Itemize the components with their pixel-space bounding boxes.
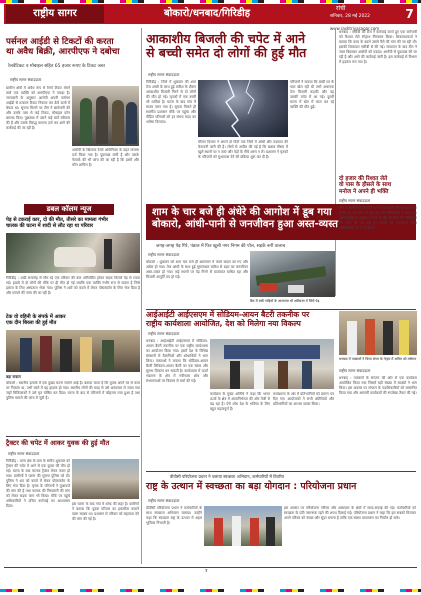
story9-body: गिरिडीह : थाना क्षेत्र के ग्राम के समीप शुक्रवार को ट्रैक्टर की चपेट में आने से एक युवक की मौत हो गई। घटना के बाद चालक ट्रैक्टर लेकर फरार हो गया। ग्रामीणों ने घटना की सूचना पुलिस को दी। पुलिस ने शव को कब्जे में लेकर पोस्टमार्टम के लिए भेज दिया है। मृतक के परिजनों ने मुआवजे की मांग की है तथा चालक की गिरफ्तारी की मांग को लेकर सड़क जाम भी किया। मौके पर पहुंचे अधिकारियों ने उचित कार्रवाई का आश्वासन दिया। (6, 459, 70, 508)
headline-line: राष्ट्रीय कार्यशाला आयोजित, देश को मिलेगा नया विकल्प (146, 318, 301, 328)
footer-page-number: 7 (205, 569, 208, 573)
person-figure (96, 96, 108, 144)
person-figure (266, 517, 275, 546)
person-figure (80, 98, 92, 144)
story5-body: बोकारो : स्थानीय इलाके में एक दुखद घटना सामने आई है। बताया जाता है कि युवक अपने घर से काम पर निकला था, तभी रास्ते में यह हादसा हो गया। स्थानीय लोगों की मदद से उसे अस्पताल ले जाया गया जहाँ चिकित्सकों ने उसे मृत घोषित कर दिया। घटना के बाद से परिजनों में कोहराम मचा हुआ है तथा पुलिस मामले की जांच में जुटी है। (6, 381, 140, 400)
headline-line: दो हजार की रिश्वत लेते (339, 176, 388, 182)
date-label: शनिवार, 28 मई 2022 (330, 14, 371, 19)
story10-body-2: इस अवसर पर परियोजना परिसर और आसपास के क्षेत्रों में साफ-सफाई की गई। कर्मचारियों को स्वच्छता के प्रति जागरूक रहने की शपथ दिलाई गई। परियोजना प्रधान ने कहा कि हम सबको मिलकर अपने परिसर को स्वच्छ और सुंदर बनाना है ताकि एक स्वस्थ वातावरण का निर्माण हो सके। (284, 506, 416, 520)
masthead (4, 4, 417, 24)
story2-body-2: परिजनों ने बताया कि बच्ची घर के पास खेल रही थी तभी अचानक तेज बिजली कड़की और वह उसकी चपेट में आ गई। दूसरी घटना में खेत में काम कर रहे व्यक्ति की मौत हुई। (290, 80, 334, 109)
story1-byline: राष्ट्रीय सागर संवाददाता (10, 77, 42, 82)
story9-body-2: इस घटना के बाद गांव में शोक की लहर है। ग्रामीणों ने बताया कि युवक परिवार का इकलौता कमाने वाला सदस्य था। प्रशासन से परिवार को सहायता देने की मांग की गई है। (72, 502, 139, 521)
person-figure (40, 336, 52, 372)
person-figure (254, 361, 264, 389)
person-figure (302, 361, 312, 389)
story5-headline (6, 315, 140, 327)
story9-photo (72, 459, 139, 499)
story5-subhead: बड़ा सवाल (6, 374, 21, 379)
headline-line: पेड़ से टकराई कार, दो की मौत, तीसरे का मामला गंभीर (6, 217, 108, 223)
headline-line: से बच्ची समेत दो लोगों की हुई मौत (146, 45, 307, 61)
person-figure (250, 518, 259, 546)
story2-byline: राष्ट्रीय सागर संवाददाता (148, 72, 180, 77)
story10-photo (204, 506, 282, 546)
stage-banner (224, 345, 320, 359)
story4-body: बोकारो : शुक्रवार को शाम चार बजे ही आसमान में काले बादल छा गए और अंधेरा हो गया। तेज आंधी के साथ हुई मूसलाधार बारिश से शहर का जनजीवन अस्त-व्यस्त हो गया। कई स्थानों पर पेड़ गिरने से यातायात बाधित रहा और बिजली आपूर्ति ठप हो गई। (146, 260, 248, 279)
story2-body: गिरिडीह : जिले में शुक्रवार की शाम तेज आंधी के साथ हुई बारिश के दौरान आकाशीय बिजली गिरने से दो लोगों की मौत हो गई। मृतकों में एक बच्ची भी शामिल है। घटना के बाद गांव में मातम पसर गया है। सूचना मिलते ही स्थानीय प्रशासन मौके पर पहुंचा और पीड़ित परिवारों को हर संभव मदद का भरोसा दिलाया। (146, 80, 196, 124)
page-number: 7 (405, 7, 414, 21)
story3-body: गिरिडीह : शादी समारोह से लौट रहे एक परिवार की कार अनियंत्रित होकर सड़क किनारे पेड़ से टकरा गई। हादसे में दो लोगों की मौके पर ही मौत हो गई जबकि एक व्यक्ति गंभीर रूप से घायल है जिसे इलाज के लिए अस्पताल भेजा गया। पुलिस ने शवों को कब्जे में लेकर पोस्टमार्टम के लिए भेज दिया है और मामले की जांच की जा रही है। (6, 276, 140, 295)
story5-photo (6, 330, 140, 372)
story10-body: डीवीसी परियोजना प्रधान ने कर्मचारियों के साथ स्वच्छता अभियान चलाया। उन्होंने कहा कि स्वच्छता राष्ट्र के उत्थान में अहम भूमिका निभाती है। (146, 506, 202, 525)
story8-body: धनबाद : एसीबी की टीम ने कार्रवाई करते हुए एक कर्मचारी को रिश्वत लेते रंगेहाथ गिरफ्तार किया। शिकायतकर्ता ने बताया कि काम के बदले उससे पैसे की मांग की जा रही थी। इसकी शिकायत एसीबी से की गई। सत्यापन के बाद टीम ने जाल बिछाकर आरोपी को पकड़ा। आरोपी से पूछताछ की जा रही है और आगे की कार्रवाई जारी है। इस कार्रवाई से विभाग में हड़कंप मच गया है। (339, 30, 417, 64)
headline-line: वो पास के हौसले के साथ (339, 182, 392, 189)
story6-body: धनबाद : आईआईटी आईएसएम में सोडियम-आयन बैटरी तकनीक पर एक राष्ट्रीय कार्यशाला का आयोजन किया गया। इसमें देश के विभिन्न संस्थानों से वैज्ञानिकों और शोधार्थियों ने भाग लिया। वक्ताओं ने बताया कि सोडियम-आयन बैटरी लिथियम-आयन बैटरी का एक सस्ता और सुलभ विकल्प बन सकती है। कार्यशाला में ऊर्जा भंडारण के क्षेत्र में नवीनतम शोध और संभावनाओं पर विस्तार से चर्चा की गई। (146, 339, 208, 383)
divider (146, 471, 416, 472)
section-title: बोकारो/धनबाद/गिरिडीह (164, 8, 251, 19)
lightning-photo (198, 80, 288, 137)
story4-caption: बैंक में रखी गाड़ियों के आसपास भी क्षतिग्रस्त में जिसे पेड़ (250, 299, 320, 303)
brand-name: राष्ट्रीय सागर (6, 5, 104, 23)
story1-photo (72, 86, 139, 146)
person-figure (278, 361, 288, 389)
person-figure (214, 518, 223, 546)
story1-body: ग्रामीण क्षेत्रों में अवैध रूप से रेलवे टिकट बेचने वाले एक व्यक्ति को आरपीएफ ने पकड़ा है। जानकारी के अनुसार आरोपी अपनी पर्सनल आईडी से तत्काल टिकट निकाल कर ऊँचे दामों में बेचता था। सूचना मिलने पर टीम ने छापेमारी की और उसके पास से कई टिकट, मोबाइल फोन बरामद किए। पूछताछ में उसने कई बातें स्वीकार की हैं और उसके विरुद्ध मामला दर्ज कर आगे की कार्रवाई की जा रही है। (6, 86, 70, 130)
headline-line: बोकारो, आंधी-पानी से जनजीवन हुआ अस्त-व्यस्त (152, 218, 338, 230)
story6-body-2: कार्यक्रम के मुख्य अतिथि ने कहा कि भारत ऊर्जा के क्षेत्र में आत्मनिर्भरता की ओर तेजी से बढ़ रहा है। ऐसे शोध देश के भविष्य के लिए बहुत महत्वपूर्ण हैं। (210, 392, 270, 411)
person-figure (20, 338, 32, 372)
person-figure (383, 321, 393, 355)
story6-photo (210, 339, 334, 389)
person-figure (347, 321, 357, 355)
story8-body-2: टीम ने आरोपी के ठिकानों पर भी छापेमारी की। बताया जाता है कि वह लंबे समय से इस तरह की गतिविधियों में लिप्त था। अधिकारियों के अनुसार मामले में और भी लोगों की संलिप्तता की जांच की जा रही है। मामले की जानकारी वरीय अधिकारियों को दे दी गई है। (339, 206, 417, 230)
person-figure (80, 337, 92, 372)
person-figure (399, 320, 409, 355)
story6-byline: राष्ट्रीय सागर संवाददाता (148, 331, 180, 336)
story4-byline: राष्ट्रीय सागर संवाददाता (148, 252, 180, 257)
headline-line: शाम के चार बजे ही अंधेरे की आगोश में डूब गया (152, 207, 332, 218)
column-divider (335, 28, 336, 296)
story9-headline: ट्रैक्टर की चपेट में आकर युवक की हुई मौत (6, 439, 110, 447)
lightning-bolt-graphic (198, 80, 288, 137)
story1-headline (6, 38, 140, 58)
story10-headline: राष्ट्र के उत्थान में स्वच्छता का बड़ा योगदान : परियोजना प्रधान (146, 481, 357, 492)
person-figure (60, 339, 72, 372)
divider (6, 436, 140, 437)
headline-line: आईआईटी आईएसएम में सोडियम-आयन बैटरी तकनीक पर (146, 310, 310, 319)
website: www.rashtriyasagar.com (330, 26, 380, 31)
story1-body-2: आरोपी के खिलाफ रेलवे अधिनियम के तहत मामला दर्ज किया गया है। पूछताछ जारी है और उसके नेटवर्क की भी जांच की जा रही है कि इसमें और कौन शामिल है। (72, 148, 139, 167)
headline-line: था अवैध बिक्री, आरपीएफ ने दबोचा (6, 46, 120, 57)
story7-photo (339, 311, 417, 355)
story10-kicker: डीवीसी परियोजना प्रधान ने चलाया स्वच्छता अभियान, कर्मचारियों में वितरित (170, 474, 285, 479)
person-figure (112, 100, 124, 144)
story2-body-3: मौसम विभाग ने अगले दो दिनों तक जिले में आंधी और वज्रपात की चेतावनी जारी की है। लोगों से अपील की गई है कि खराब मौसम में खुले स्थानों पर न जाएं और पेड़ों के नीचे शरण न लें। प्रशासन ने मृतकों के परिजनों को मुआवजा देने की प्रक्रिया शुरू कर दी है। (198, 140, 288, 159)
column-divider (141, 28, 142, 564)
headline-line: टेक वो वहिनी के संपर्क में आकर (6, 314, 66, 320)
story3-band: डबल कॉलम न्यूज (24, 204, 114, 215)
vehicle (288, 285, 304, 293)
headline-line: चालक की घटना में शादी से लौट रहा था परिवार (6, 222, 94, 229)
wrecked-car (54, 247, 96, 267)
headline-line: आकाशीय बिजली की चपेट में आने (146, 31, 306, 46)
story9-byline: राष्ट्रीय सागर संवाददाता (8, 451, 40, 456)
person-figure (126, 102, 137, 144)
headline-line: पर्सनल आईडी से टिकटों की करता (6, 37, 114, 47)
story7-byline: राष्ट्रीय सागर संवाददाता (339, 368, 371, 373)
color-registration-top (0, 0, 421, 3)
story4-photo (250, 251, 335, 297)
story4-subhead: जगह-जगह पेड़ गिरे, पंडाल में फिर खुली नगर निगम की पोल, सड़कें बनीं तालाब (156, 244, 286, 249)
story7-caption: धनबाद में पत्रकारों ने किया संगम के नेतृत्व में अमित को वर्षगांठ (339, 357, 417, 361)
story1-subhead: रेलवेटिकट व मोबाइल सहित 65 हजार रूपए के टिकट जब्त (8, 64, 105, 69)
story3-photo (6, 233, 140, 273)
person-figure (232, 516, 241, 546)
story8-byline: राष्ट्रीय सागर संवाददाता (339, 198, 371, 203)
person-figure (230, 361, 240, 389)
person-figure (365, 319, 375, 355)
story3-headline (6, 218, 140, 230)
headline-line: एक दीन बिरला की हुई मौत (6, 319, 57, 326)
person-figure (102, 340, 114, 372)
color-registration-bottom (0, 589, 421, 592)
story6-headline (146, 311, 334, 328)
story10-byline: राष्ट्रीय सागर संवाददाता (148, 498, 180, 503)
city-label: रांची (336, 5, 346, 12)
story6-body-3: कार्यशाला के अंत में प्रतिभागियों को प्रमाण पत्र दिए गए। आयोजकों ने सभी अतिथियों और प्रतिभागियों का आभार व्यक्त किया। (273, 392, 334, 406)
footer-rule (4, 567, 417, 568)
vehicle (260, 283, 278, 292)
story8-headline (339, 176, 417, 195)
person-figure (104, 239, 112, 269)
story7-body: धनबाद : पत्रकारों के संगठन की ओर से एक कार्यक्रम आयोजित किया गया जिसमें बड़ी संख्या में सदस्यों ने भाग लिया। इस अवसर पर संगठन के पदाधिकारियों को सम्मानित किया गया और आगामी कार्यक्रमों की रूपरेखा तैयार की गई। (339, 376, 417, 395)
headline-line: मनोज ने अपने ही भक्ति (339, 188, 389, 195)
